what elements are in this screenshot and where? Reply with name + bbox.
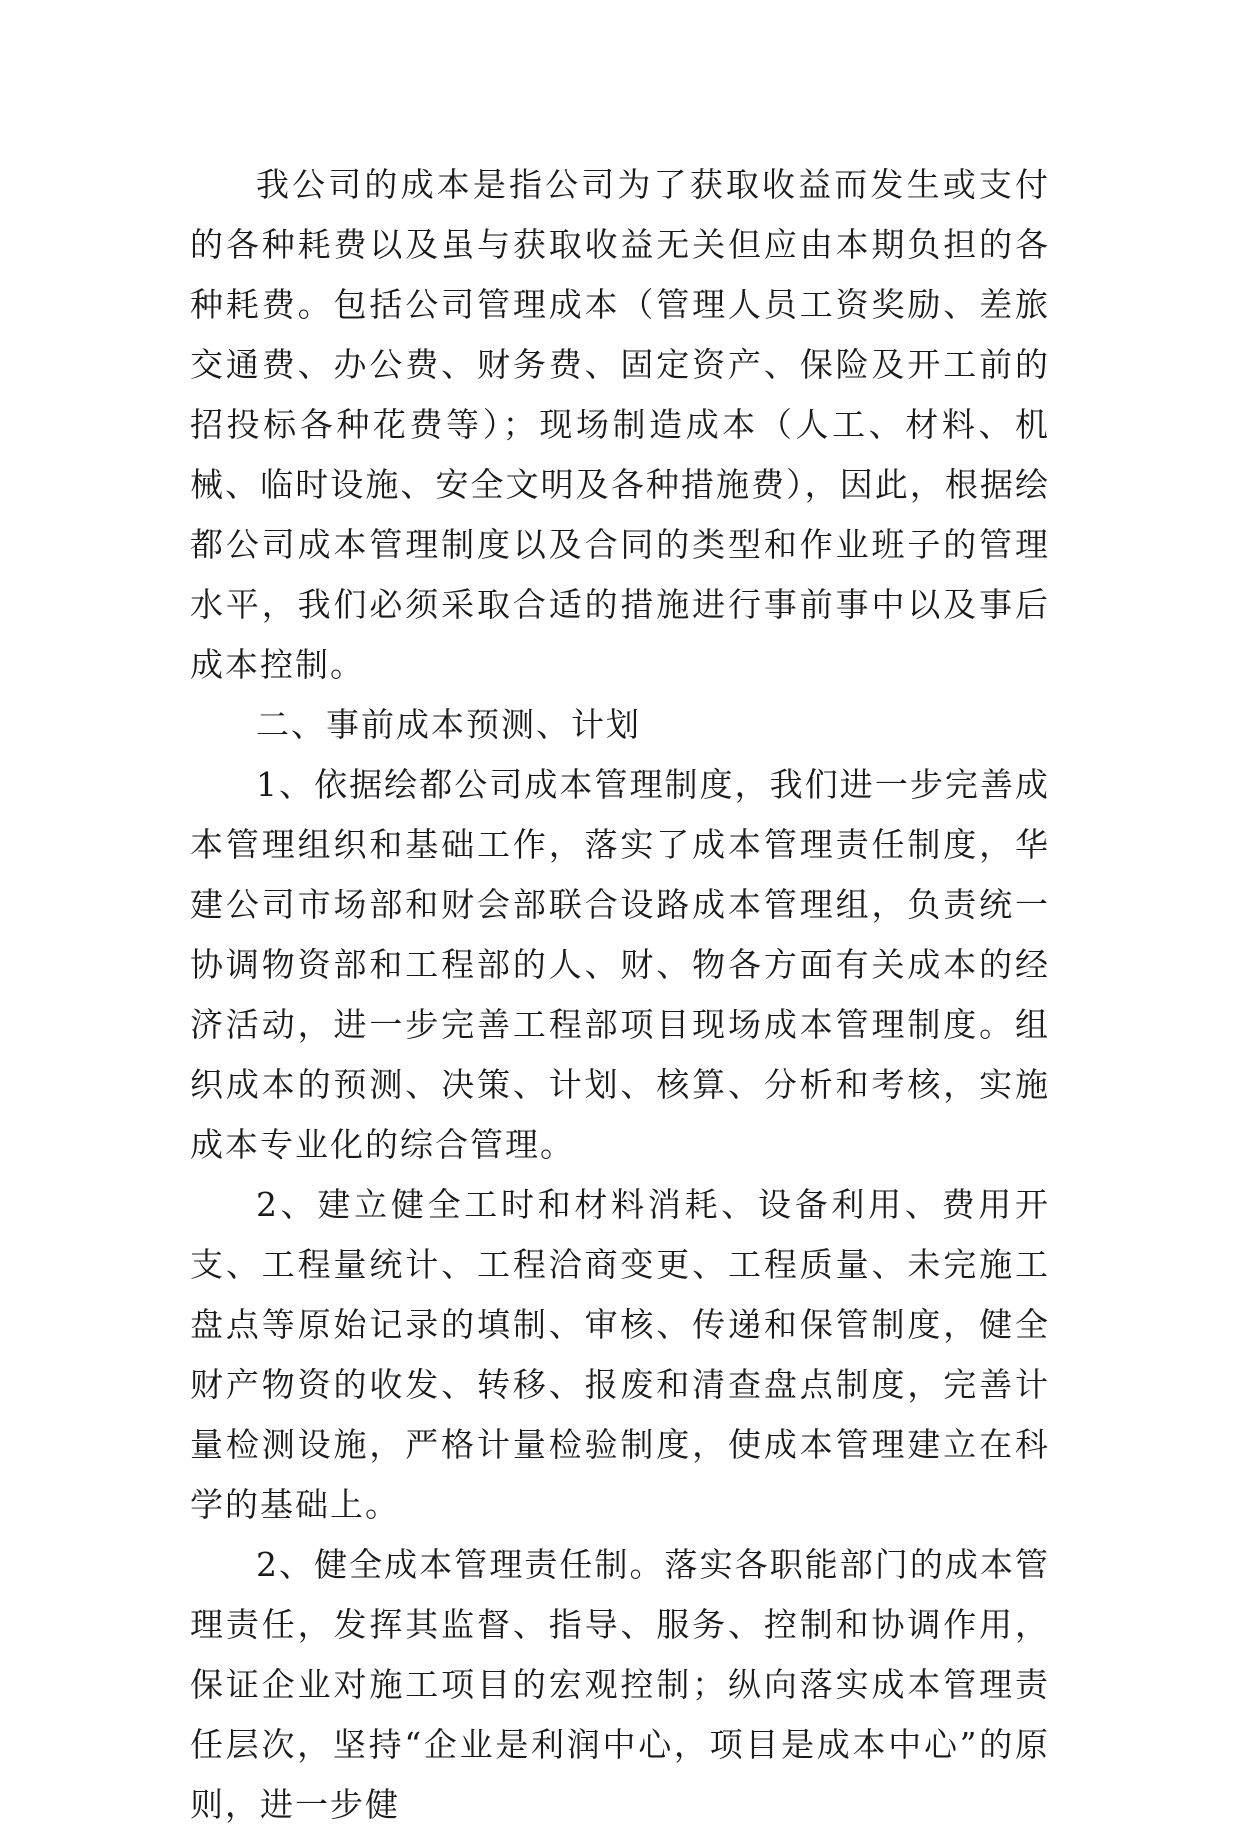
paragraph-item-1: 1、依据绘都公司成本管理制度，我们进一步完善成本管理组织和基础工作，落实了成本管理责任制度，华建公司市场部和财会部联合设路成本管理组，负责统一协调物资部和工程部的人、财、物各方面有关成本的经济活动，进一步完善工程部项目现场成本管理制度。组织成本的预测、决策、计划、核算、分析和考核，实施成本专业化的综合管理。 xyxy=(190,765,1050,1164)
paragraph-item-2b: 2、健全成本管理责任制。落实各职能部门的成本管理责任，发挥其监督、指导、服务、控制和协调作用，保证企业对施工项目的宏观控制；纵向落实成本管理责任层次，坚持“企业是利润中心，项目是成本中心”的原则，进一步健 xyxy=(190,1545,1050,1824)
section-heading-pre-cost-forecast: 二、事前成本预测、计划 xyxy=(256,705,641,744)
document-body xyxy=(190,155,1050,1835)
paragraph-cost-definition: 我公司的成本是指公司为了获取收益而发生或支付的各种耗费以及虽与获取收益无关但应由本期负担的各种耗费。包括公司管理成本（管理人员工资奖励、差旅交通费、办公费、财务费、固定资产、保险及开工前的招投标各种花费等）；现场制造成本（人工、材料、机械、临时设施、安全文明及各种措施费），因此，根据绘都公司成本管理制度以及合同的类型和作业班子的管理水平，我们必须采取合适的措施进行事前事中以及事后成本控制。 xyxy=(190,165,1050,684)
paragraph-item-2a: 2、建立健全工时和材料消耗、设备利用、费用开支、工程量统计、工程洽商变更、工程质量、未完施工盘点等原始记录的填制、审核、传递和保管制度，健全财产物资的收发、转移、报废和清查盘点制度，完善计量检测设施，严格计量检验制度，使成本管理建立在科学的基础上。 xyxy=(190,1185,1050,1524)
